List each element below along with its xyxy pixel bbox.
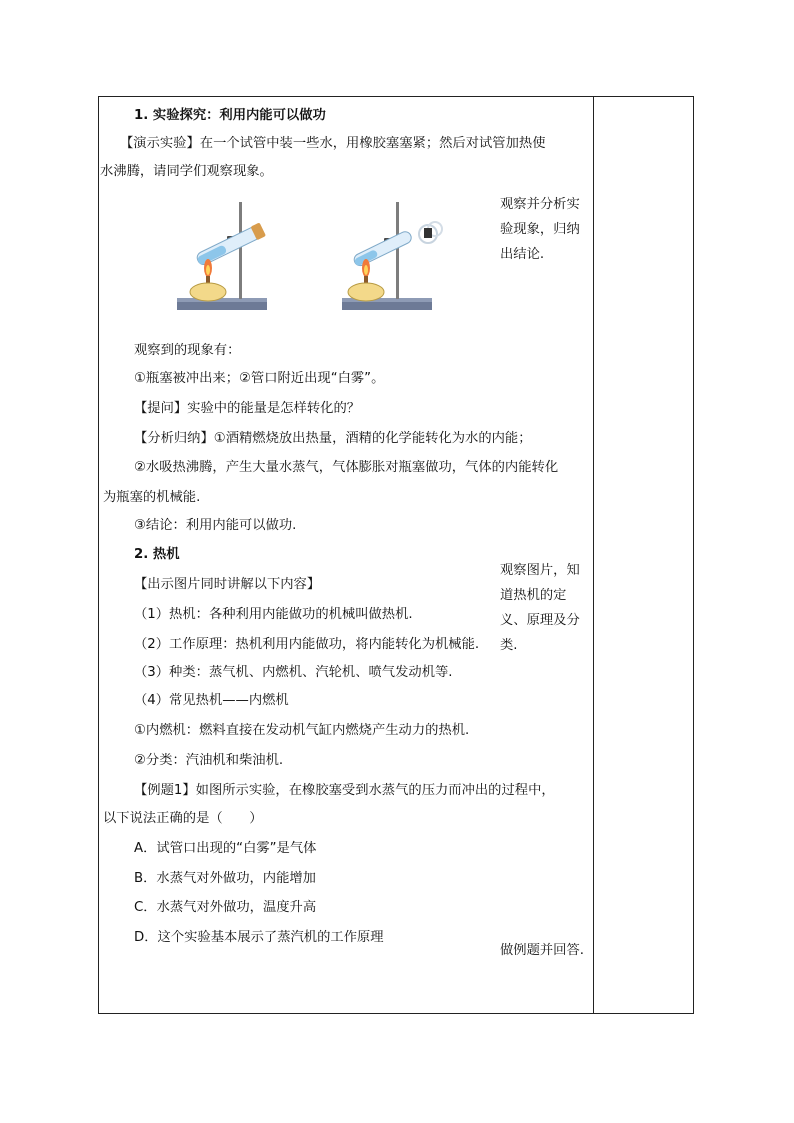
ice-definition: ①内燃机：燃料直接在发动机气缸内燃烧产生动力的热机. xyxy=(134,723,470,738)
heading-experiment: 1. 实验探究：利用内能可以做功 xyxy=(134,108,326,123)
observe-label: 观察到的现象有： xyxy=(134,343,241,358)
option-d: D．这个实验基本展示了蒸汽机的工作原理 xyxy=(134,930,384,945)
option-c: C．水蒸气对外做功，温度升高 xyxy=(134,900,317,915)
side-note-observe: 观察并分析实验现象，归纳出结论. xyxy=(500,197,580,262)
item-common: （4）常见热机——内燃机 xyxy=(134,693,289,708)
item-types: （3）种类：蒸气机、内燃机、汽轮机、喷气发动机等. xyxy=(134,665,453,680)
demo-text-line1: 【演示实验】在一个试管中装一些水，用橡胶塞塞紧；然后对试管加热使 xyxy=(120,136,546,151)
stand-rod xyxy=(239,202,242,299)
show-picture-text: 【出示图片同时讲解以下内容】 xyxy=(134,577,321,592)
experiment-figure-before xyxy=(175,200,275,325)
column-divider xyxy=(593,97,594,1013)
option-a: A．试管口出现的“白雾”是气体 xyxy=(134,841,317,856)
demo-text-line2: 水沸腾，请同学们观察现象。 xyxy=(100,164,273,179)
example-line2: 以下说法正确的是（ ） xyxy=(103,811,263,826)
analysis-line3: 为瓶塞的机械能. xyxy=(103,490,201,505)
stand-rod xyxy=(396,202,399,299)
analysis-line2: ②水吸热沸腾，产生大量水蒸气，气体膨胀对瓶塞做功，气体的内能转化 xyxy=(134,460,559,475)
example-line1: 【例题1】如图所示实验，在橡胶塞受到水蒸气的压力而冲出的过程中， xyxy=(134,783,555,798)
observe-result: ①瓶塞被冲出来；②管口附近出现“白雾”。 xyxy=(134,371,385,386)
side-note-heat-engine: 观察图片，知道热机的定义、原理及分类. xyxy=(500,563,580,653)
ice-classification: ②分类：汽油机和柴油机. xyxy=(134,753,284,768)
ejected-stopper xyxy=(424,228,432,238)
item-principle: （2）工作原理：热机利用内能做功，将内能转化为机械能. xyxy=(134,637,480,652)
heading-heat-engine: 2. 热机 xyxy=(134,547,180,562)
side-note-example: 做例题并回答. xyxy=(500,943,585,958)
question-text: 【提问】实验中的能量是怎样转化的？ xyxy=(134,401,361,416)
alcohol-lamp xyxy=(348,283,384,301)
item-definition: （1）热机：各种利用内能做功的机械叫做热机. xyxy=(134,607,413,622)
analysis-line1: 【分析归纳】①酒精燃烧放出热量，酒精的化学能转化为水的内能； xyxy=(134,431,532,446)
conclusion-text: ③结论：利用内能可以做功. xyxy=(134,518,297,533)
alcohol-lamp xyxy=(190,283,226,301)
option-b: B．水蒸气对外做功，内能增加 xyxy=(134,871,316,886)
experiment-figure-after xyxy=(340,200,450,325)
